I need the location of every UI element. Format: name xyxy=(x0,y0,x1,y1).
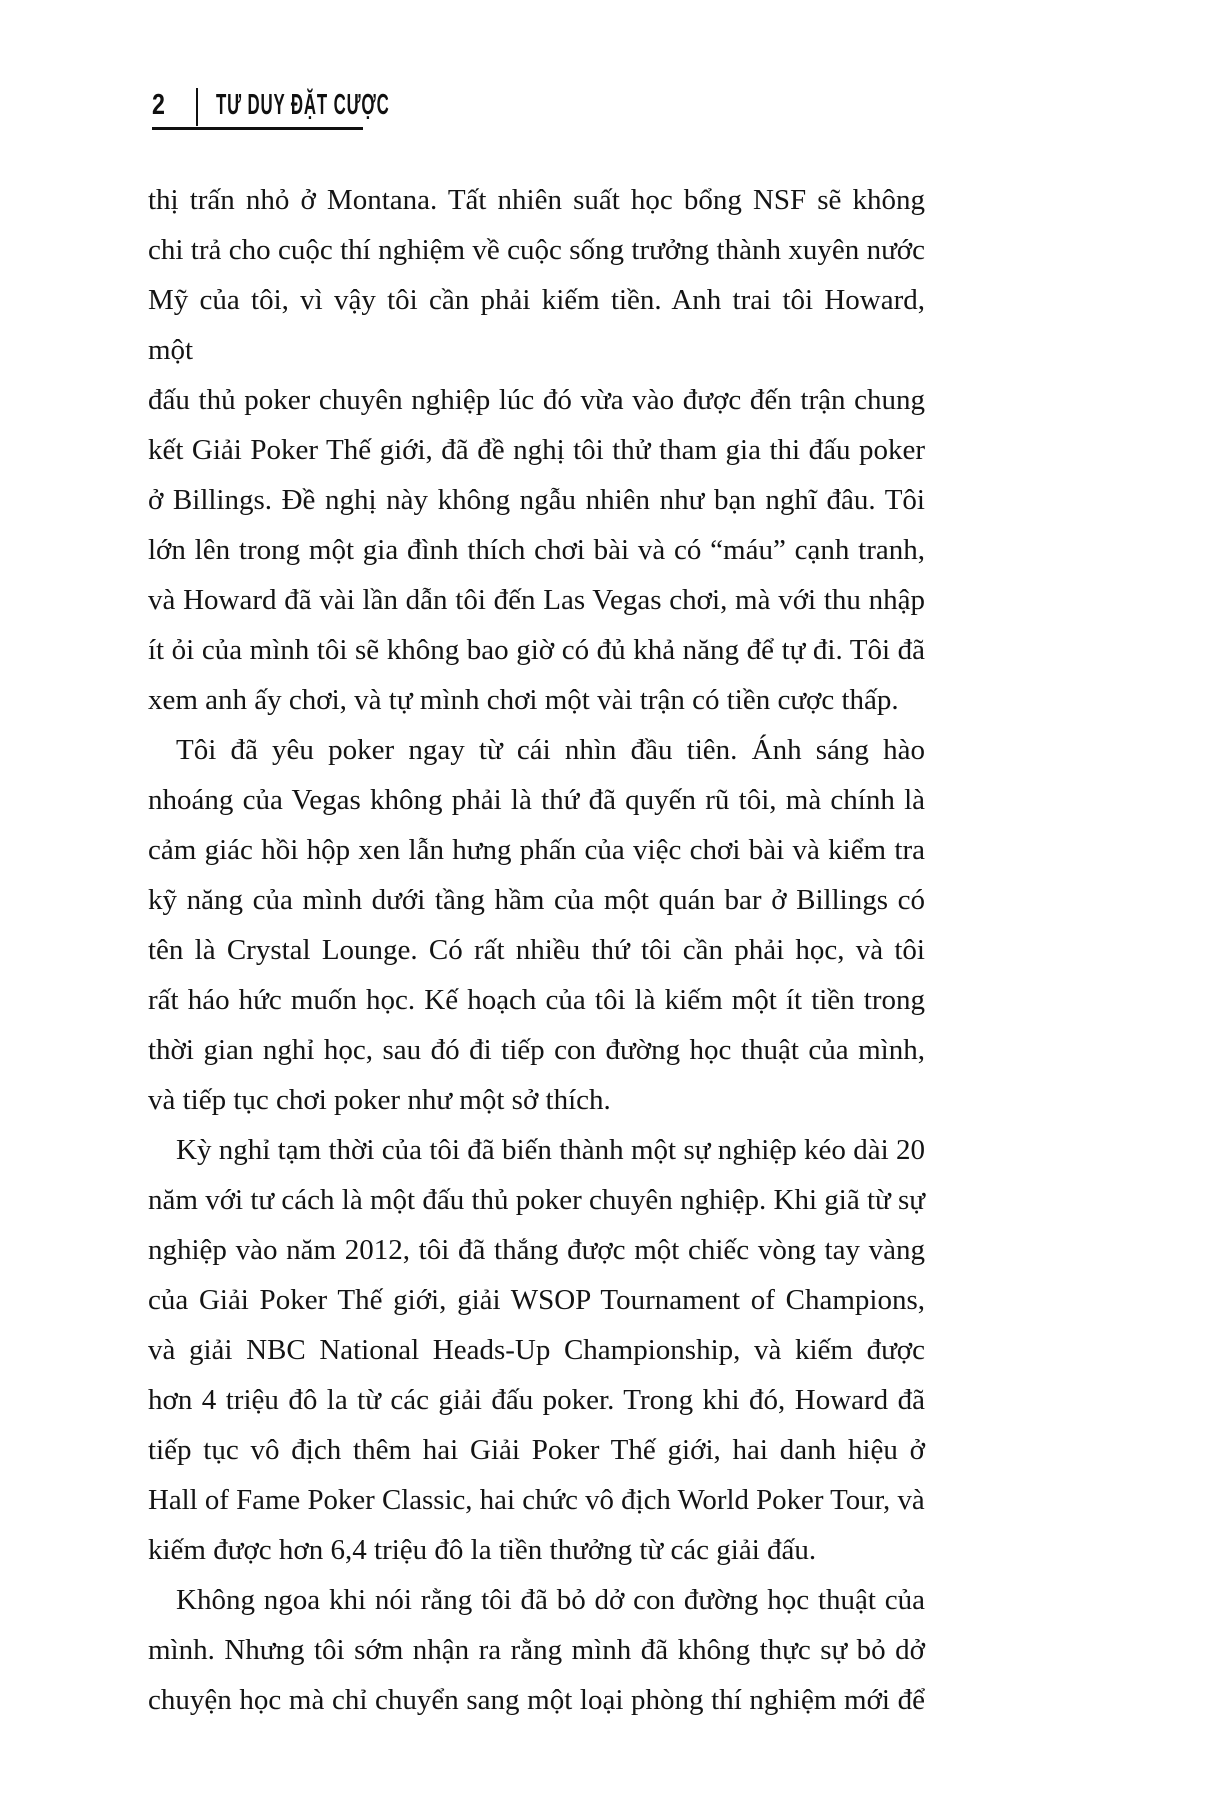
text-line: Hall of Fame Poker Classic, hai chức vô địch World Poker Tour, và xyxy=(148,1484,925,1516)
paragraph xyxy=(148,1125,925,1575)
text-line: xem anh ấy chơi, và tự mình chơi một vài trận có tiền cược thấp. xyxy=(148,684,899,716)
paragraph xyxy=(148,175,925,725)
running-header xyxy=(0,0,1222,140)
page-body-text xyxy=(148,175,925,1725)
text-line: nghiệp vào năm 2012, tôi đã thắng được một chiếc vòng tay vàng xyxy=(148,1234,925,1266)
text-line: thị trấn nhỏ ở Montana. Tất nhiên suất học bổng NSF sẽ không xyxy=(148,184,925,216)
text-line: tên là Crystal Lounge. Có rất nhiều thứ tôi cần phải học, và tôi xyxy=(148,934,925,966)
text-line: Không ngoa khi nói rằng tôi đã bỏ dở con đường học thuật của xyxy=(176,1584,925,1616)
text-line: kết Giải Poker Thế giới, đã đề nghị tôi thử tham gia thi đấu poker xyxy=(148,434,925,466)
text-line: chuyện học mà chỉ chuyển sang một loại phòng thí nghiệm mới để xyxy=(148,1684,925,1716)
header-rule xyxy=(152,127,363,130)
text-line: nhoáng của Vegas không phải là thứ đã quyến rũ tôi, mà chính là xyxy=(148,784,925,816)
text-line: rất háo hức muốn học. Kế hoạch của tôi là kiếm một ít tiền trong xyxy=(148,984,925,1016)
text-line: Kỳ nghỉ tạm thời của tôi đã biến thành một sự nghiệp kéo dài 20 xyxy=(176,1134,925,1166)
page-number: 2 xyxy=(152,89,165,121)
paragraph xyxy=(148,725,925,1125)
text-line: và tiếp tục chơi poker như một sở thích. xyxy=(148,1084,611,1116)
text-line: và Howard đã vài lần dẫn tôi đến Las Vegas chơi, mà với thu nhập xyxy=(148,584,925,616)
text-line: Mỹ của tôi, vì vậy tôi cần phải kiếm tiền. Anh trai tôi Howard, một xyxy=(148,284,925,366)
text-line: của Giải Poker Thế giới, giải WSOP Tournament of Champions, xyxy=(148,1284,925,1316)
text-line: ít ỏi của mình tôi sẽ không bao giờ có đủ khả năng để tự đi. Tôi đã xyxy=(148,634,925,666)
text-line: cảm giác hồi hộp xen lẫn hưng phấn của việc chơi bài và kiểm tra xyxy=(148,834,925,866)
running-title: TƯ DUY ĐẶT CƯỢC xyxy=(216,89,390,121)
text-line: mình. Nhưng tôi sớm nhận ra rằng mình đã không thực sự bỏ dở xyxy=(148,1634,925,1666)
text-line: Tôi đã yêu poker ngay từ cái nhìn đầu tiên. Ánh sáng hào xyxy=(176,734,925,766)
text-line: kiếm được hơn 6,4 triệu đô la tiền thưởng từ các giải đấu. xyxy=(148,1534,817,1566)
text-line: đấu thủ poker chuyên nghiệp lúc đó vừa vào được đến trận chung xyxy=(148,384,925,416)
text-line: kỹ năng của mình dưới tầng hầm của một quán bar ở Billings có xyxy=(148,884,925,916)
text-line: hơn 4 triệu đô la từ các giải đấu poker. Trong khi đó, Howard đã xyxy=(148,1384,925,1416)
text-line: chi trả cho cuộc thí nghiệm về cuộc sống trưởng thành xuyên nước xyxy=(148,234,925,266)
text-line: thời gian nghỉ học, sau đó đi tiếp con đường học thuật của mình, xyxy=(148,1034,925,1066)
paragraph xyxy=(148,1575,925,1725)
text-line: lớn lên trong một gia đình thích chơi bài và có “máu” cạnh tranh, xyxy=(148,534,925,566)
text-line: và giải NBC National Heads-Up Championship, và kiếm được xyxy=(148,1334,925,1366)
text-line: tiếp tục vô địch thêm hai Giải Poker Thế giới, hai danh hiệu ở xyxy=(148,1434,925,1466)
text-line: năm với tư cách là một đấu thủ poker chuyên nghiệp. Khi giã từ sự xyxy=(148,1184,925,1216)
text-line: ở Billings. Đề nghị này không ngẫu nhiên như bạn nghĩ đâu. Tôi xyxy=(148,484,925,516)
header-divider xyxy=(196,88,198,126)
